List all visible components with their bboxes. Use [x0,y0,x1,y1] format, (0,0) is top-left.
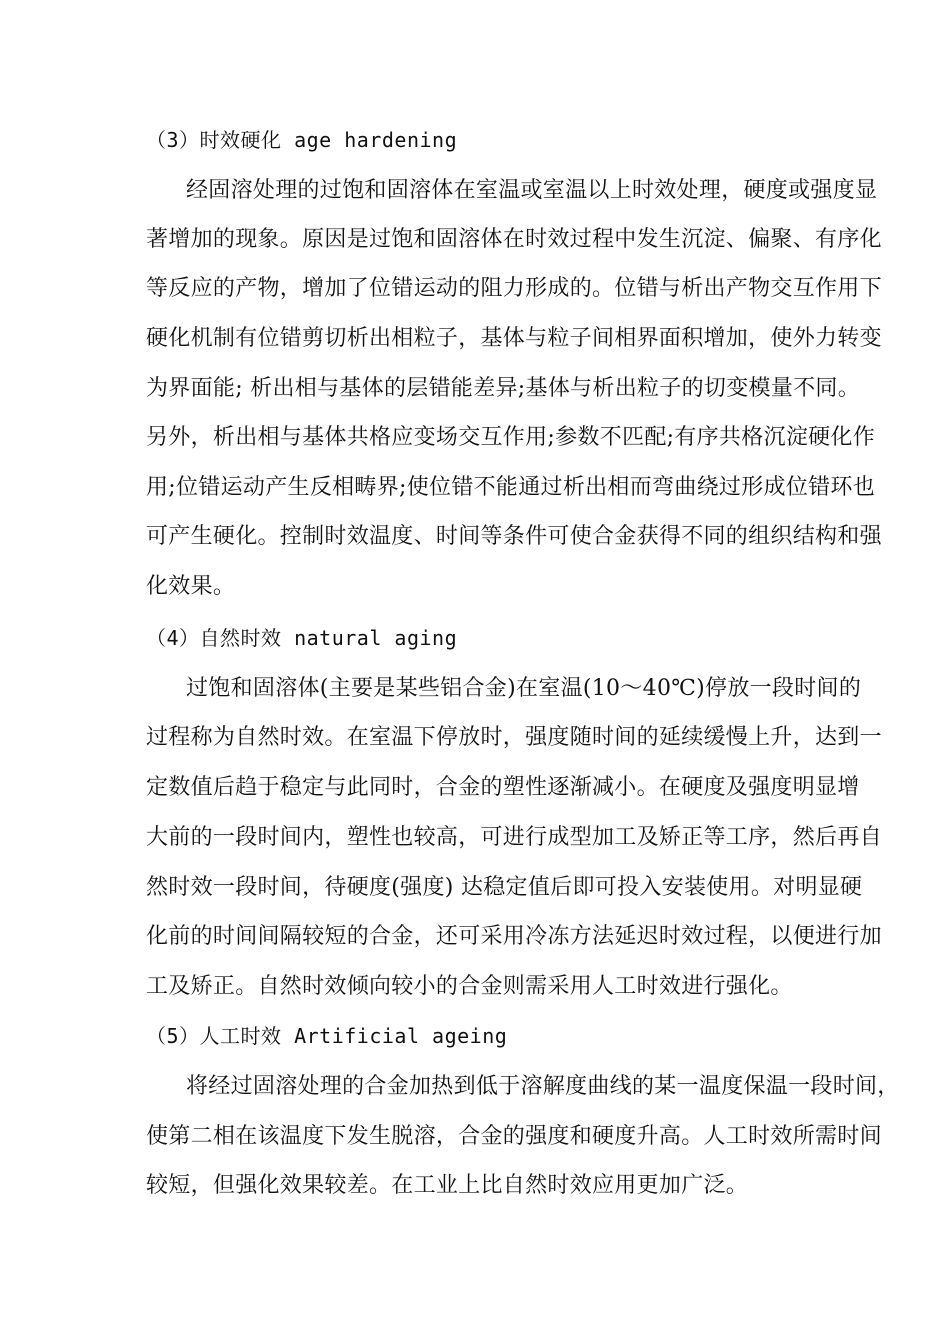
section-heading-artificial-ageing: （5）人工时效 Artificial ageing [146,1024,508,1048]
paragraph-line: 较短，但强化效果较差。在工业上比自然时效应用更加广泛。 [146,1173,749,1198]
paragraph-line: 大前的一段时间内，塑性也较高，可进行成型加工及矫正等工序，然后再自 [146,825,882,850]
paragraph-line: 著增加的现象。原因是过饱和固溶体在时效过程中发生沉淀、偏聚、有序化 [146,227,882,252]
paragraph-line: 为界面能; 析出相与基体的层错能差异;基体与析出粒子的切变模量不同。 [146,376,861,401]
paragraph-line: 将经过固溶处理的合金加热到低于溶解度曲线的某一温度保温一段时间， [186,1074,900,1099]
paragraph-line: 硬化机制有位错剪切析出相粒子，基体与粒子间相界面积增加，使外力转变 [146,326,882,351]
paragraph-line: 过饱和固溶体(主要是某些铝合金)在室温(10～40℃)停放一段时间的 [186,676,862,701]
paragraph-line: 等反应的产物，增加了位错运动的阻力形成的。位错与析出产物交互作用下 [146,276,882,301]
section-heading-natural-aging: （4）自然时效 natural aging [146,626,458,650]
paragraph-line: 然时效一段时间，待硬度(强度) 达稳定值后即可投入安装使用。对明显硬 [146,875,863,900]
paragraph-line: 工及矫正。自然时效倾向较小的合金则需采用人工时效进行强化。 [146,974,793,999]
paragraph-line: 化前的时间间隔较短的合金，还可采用冷冻方法延迟时效过程，以便进行加 [146,924,882,949]
paragraph-line: 另外，析出相与基体共格应变场交互作用;参数不匹配;有序共格沉淀硬化作 [146,425,876,450]
paragraph-line: 使第二相在该温度下发生脱溶，合金的强度和硬度升高。人工时效所需时间 [146,1124,882,1149]
paragraph-line: 可产生硬化。控制时效温度、时间等条件可使合金获得不同的组织结构和强 [146,524,882,549]
section-heading-age-hardening: （3）时效硬化 age hardening [146,128,458,152]
paragraph-line: 过程称为自然时效。在室温下停放时，强度随时间的延续缓慢上升，达到一 [146,725,882,750]
paragraph-line: 经固溶处理的过饱和固溶体在室温或室温以上时效处理，硬度或强度显 [186,178,878,203]
paragraph-line: 定数值后趋于稳定与此同时，合金的塑性逐渐减小。在硬度及强度明显增 [146,775,860,800]
paragraph-line: 化效果。 [146,574,236,599]
paragraph-line: 用;位错运动产生反相畴界;使位错不能通过析出相而弯曲绕过形成位错环也 [146,475,876,500]
